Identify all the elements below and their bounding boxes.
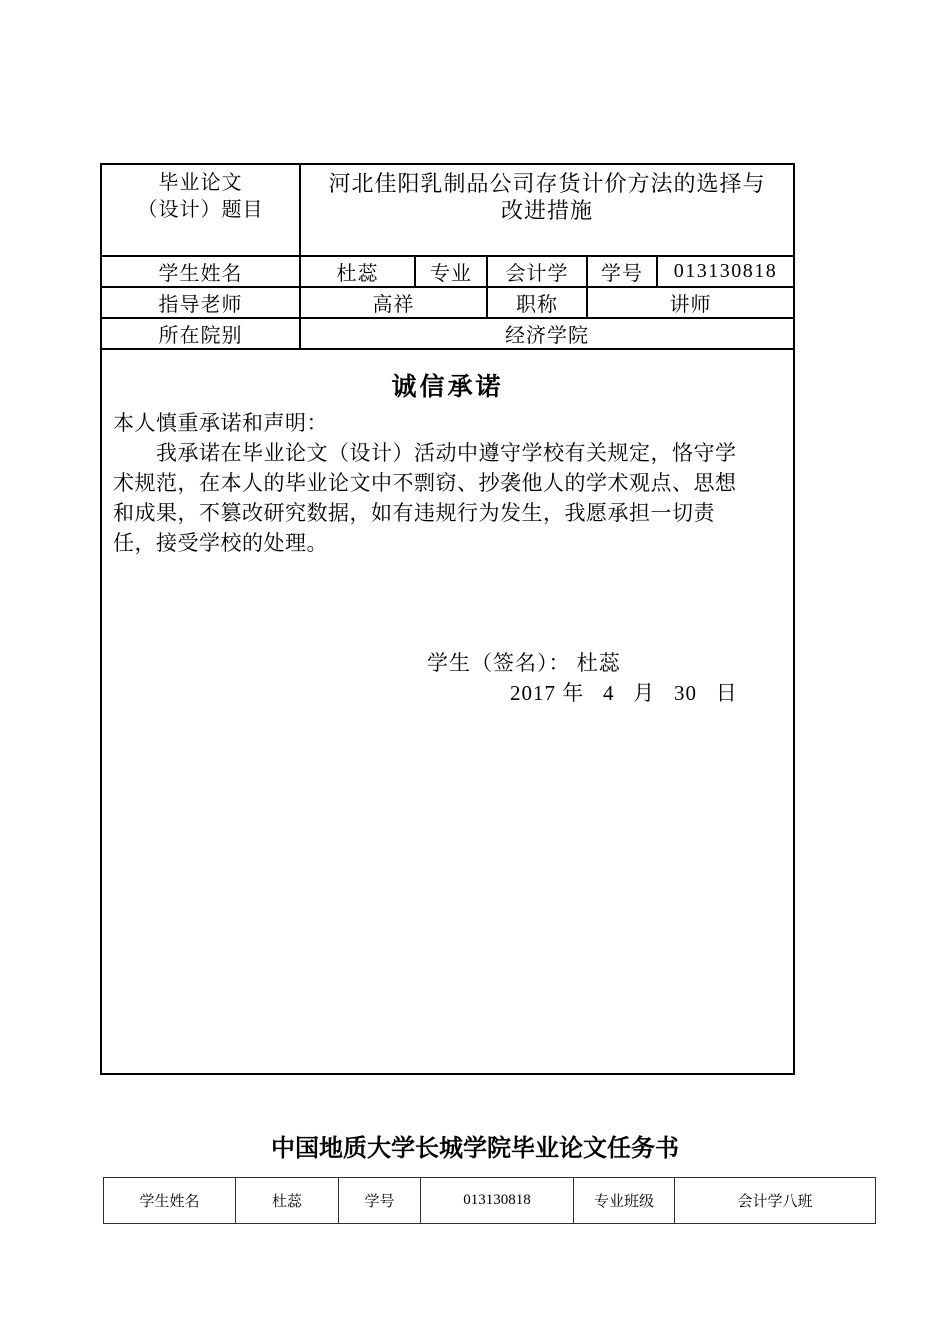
signature-date-line: 2017 年 4 月 30 日 bbox=[510, 681, 738, 705]
pledge-line: 本人慎重承诺和声明： bbox=[113, 411, 328, 435]
pledge-body bbox=[102, 408, 793, 558]
task-class-label: 专业班级 bbox=[574, 1178, 675, 1224]
thesis-info-table bbox=[102, 165, 793, 350]
major-value: 会计学 bbox=[487, 256, 587, 287]
student-name-value: 杜蕊 bbox=[300, 256, 415, 287]
task-student-name-label: 学生姓名 bbox=[104, 1178, 236, 1224]
task-student-name-value: 杜蕊 bbox=[236, 1178, 339, 1224]
pledge-box bbox=[100, 163, 795, 1075]
thesis-title-line2: 改进措施 bbox=[501, 198, 594, 223]
task-student-id-value: 013130818 bbox=[421, 1178, 574, 1224]
major-label: 专业 bbox=[415, 256, 487, 287]
student-id-value: 013130818 bbox=[657, 256, 793, 287]
thesis-title-label-line1: 毕业论文 bbox=[158, 172, 243, 194]
pledge-line: 任，接受学校的处理。 bbox=[113, 531, 328, 555]
student-id-label: 学号 bbox=[587, 256, 657, 287]
thesis-title-label-cell bbox=[102, 165, 300, 256]
thesis-title-line1: 河北佳阳乳制品公司存货计价方法的选择与 bbox=[328, 171, 766, 196]
rank-value: 讲师 bbox=[587, 287, 793, 318]
task-class-value: 会计学八班 bbox=[675, 1178, 876, 1224]
rank-label: 职称 bbox=[487, 287, 587, 318]
pledge-line: 和成果，不篡改研究数据，如有违规行为发生，我愿承担一切责 bbox=[113, 501, 715, 525]
student-name-label: 学生姓名 bbox=[102, 256, 300, 287]
advisor-name-value: 高祥 bbox=[300, 287, 487, 318]
thesis-title-value-cell bbox=[300, 165, 793, 256]
task-book-title: 中国地质大学长城学院毕业论文任务书 bbox=[271, 1135, 679, 1162]
thesis-title-label-line2: （设计）题目 bbox=[137, 199, 264, 221]
pledge-heading: 诚信承诺 bbox=[391, 374, 504, 401]
student-signature-line: 学生（签名）： 杜蕊 bbox=[427, 651, 621, 675]
advisor-label: 指导老师 bbox=[102, 287, 300, 318]
college-label: 所在院别 bbox=[102, 318, 300, 349]
pledge-line: 术规范，在本人的毕业论文中不剽窃、抄袭他人的学术观点、思想 bbox=[113, 471, 737, 495]
task-student-id-label: 学号 bbox=[339, 1178, 421, 1224]
task-book-table bbox=[103, 1177, 876, 1224]
pledge-line: 我承诺在毕业论文（设计）活动中遵守学校有关规定，恪守学 bbox=[113, 441, 737, 465]
college-value: 经济学院 bbox=[300, 318, 793, 349]
